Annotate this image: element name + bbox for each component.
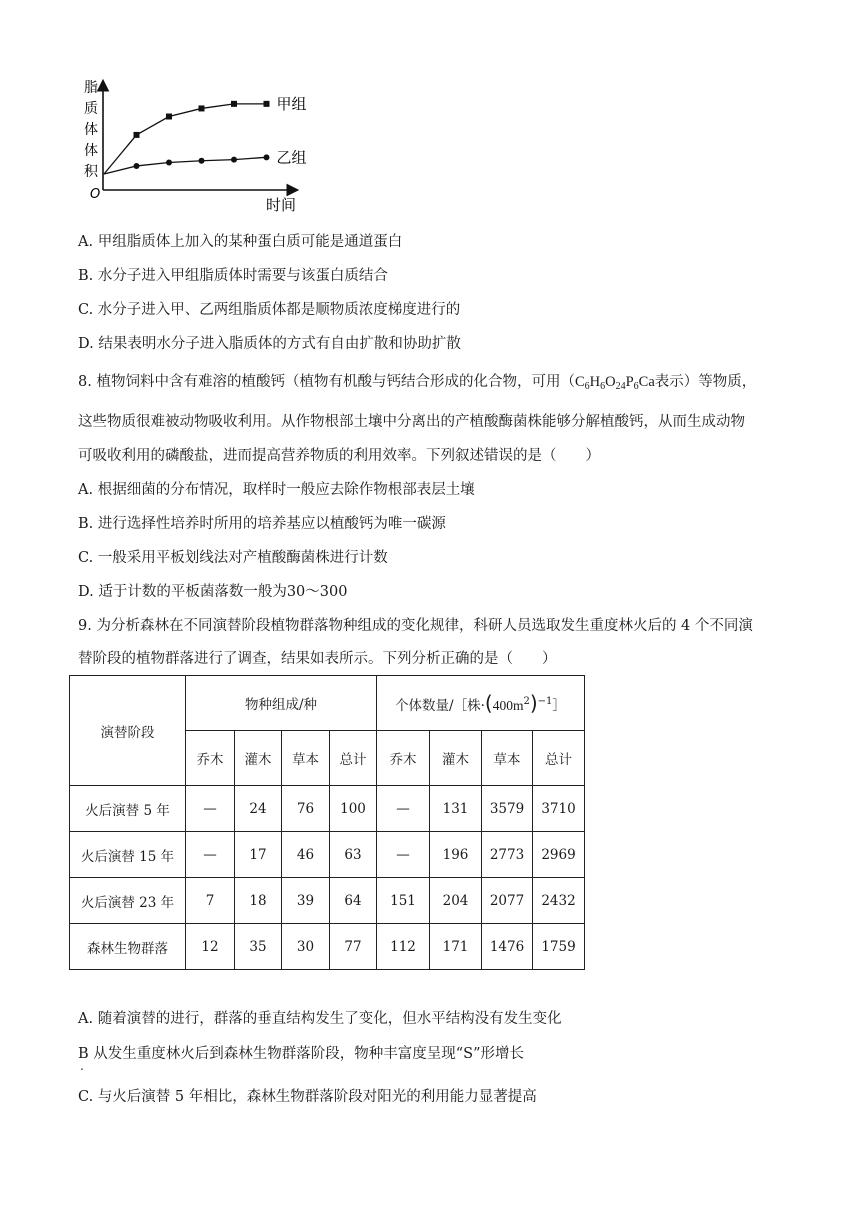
q7-option-c: C. 水分子进入甲、乙两组脂质体都是顺物质浓度梯度进行的 <box>78 302 461 318</box>
value-cell: 24 <box>235 786 282 832</box>
value-cell: 3710 <box>533 786 585 832</box>
subheader-cell: 总计 <box>533 731 585 786</box>
line-chart <box>78 70 338 220</box>
value-cell: 18 <box>235 878 282 924</box>
data-point <box>264 101 270 107</box>
value-cell: 12 <box>186 924 235 970</box>
data-point <box>264 154 270 160</box>
series-label: 甲组 <box>276 94 307 113</box>
table-row <box>70 924 585 970</box>
q7-option-b: B. 水分子进入甲组脂质体时需要与该蛋白质结合 <box>78 268 388 284</box>
q8-option-d: D. 适于计数的平板菌落数一般为30～300 <box>78 584 348 600</box>
stage-cell: 火后演替 23 年 <box>70 878 186 924</box>
q9-stem-line2: 替阶段的植物群落进行了调查，结果如表所示。下列分析正确的是（ ） <box>78 651 557 667</box>
data-point <box>166 160 172 166</box>
value-cell: 35 <box>235 924 282 970</box>
subheader-cell: 乔木 <box>186 731 235 786</box>
value-cell: 17 <box>235 832 282 878</box>
subheader-cell: 草本 <box>482 731 533 786</box>
value-cell: 171 <box>430 924 482 970</box>
q9-stem-line1: 9. 为分析森林在不同演替阶段植物群落物种组成的变化规律，科研人员选取发生重度林火后的 4 个不同演 <box>78 618 753 634</box>
liposome-volume-figure <box>78 70 338 220</box>
q8-stem-line3: 可吸收利用的磷酸盐，进而提高营养物质的利用效率。下列叙述错误的是（ ） <box>78 448 600 464</box>
value-cell: 2773 <box>482 832 533 878</box>
stage-cell: 火后演替 5 年 <box>70 786 186 832</box>
value-cell: 64 <box>330 878 377 924</box>
y-axis-label-char: 积 <box>84 164 98 180</box>
value-cell: 39 <box>282 878 330 924</box>
value-cell: 2077 <box>482 878 533 924</box>
data-point <box>166 114 172 120</box>
q9-option-c: C. 与火后演替 5 年相比，森林生物群落阶段对阳光的利用能力显著提高 <box>78 1089 537 1105</box>
value-cell: 3579 <box>482 786 533 832</box>
q8-option-a: A. 根据细菌的分布情况，取样时一般应去除作物根部表层土壤 <box>78 482 475 498</box>
succession-table <box>69 675 585 970</box>
value-cell: — <box>377 832 430 878</box>
header-species-composition: 物种组成/种 <box>186 676 377 731</box>
stray-dot: . <box>80 1059 84 1073</box>
value-cell: 63 <box>330 832 377 878</box>
value-cell: 196 <box>430 832 482 878</box>
q7-option-d: D. 结果表明水分子进入脂质体的方式有自由扩散和协助扩散 <box>78 336 461 352</box>
y-axis-label <box>84 79 99 180</box>
subheader-cell: 灌木 <box>235 731 282 786</box>
table-row <box>70 786 585 832</box>
q8-stem-post: 表示）等物质， <box>654 374 757 390</box>
table-row <box>70 878 585 924</box>
value-cell: 2432 <box>533 878 585 924</box>
y-axis-label-char: 脂 <box>84 80 98 96</box>
phytate-formula: $C_6H_6O_{24}P_6Ca$ <box>574 374 655 392</box>
subheader-cell: 乔木 <box>377 731 430 786</box>
series-label: 乙组 <box>276 148 307 167</box>
value-cell: — <box>377 786 430 832</box>
data-point <box>199 158 205 164</box>
q8-option-c: C. 一般采用平板划线法对产植酸酶菌株进行计数 <box>78 550 388 566</box>
q8-option-b: B. 进行选择性培养时所用的培养基应以植酸钙为唯一碳源 <box>78 516 446 532</box>
value-cell: 100 <box>330 786 377 832</box>
y-axis-label-char: 体 <box>84 122 98 138</box>
value-cell: 7 <box>186 878 235 924</box>
header-stage: 演替阶段 <box>70 676 186 786</box>
value-cell: 131 <box>430 786 482 832</box>
y-axis-label-char: 体 <box>84 143 98 159</box>
subheader-cell: 总计 <box>330 731 377 786</box>
q7-option-a: A. 甲组脂质体上加入的某种蛋白质可能是通道蛋白 <box>78 234 403 250</box>
value-cell: 204 <box>430 878 482 924</box>
value-cell: 151 <box>377 878 430 924</box>
table-row <box>70 832 585 878</box>
value-cell: 30 <box>282 924 330 970</box>
value-cell: 1476 <box>482 924 533 970</box>
header-individual-count: 个体数量/［株$\cdot(400m^2)^{-1}]$ <box>377 676 585 731</box>
data-point <box>134 132 140 138</box>
origin-label: O <box>90 187 101 202</box>
value-cell: — <box>186 832 235 878</box>
series-line <box>104 104 267 174</box>
q8-stem-line2: 这些物质很难被动物吸收利用。从作物根部土壤中分离出的产植酸酶菌株能够分解植酸钙，从而生成动物 <box>78 414 745 430</box>
stage-cell: 森林生物群落 <box>70 924 186 970</box>
subheader-cell: 草本 <box>282 731 330 786</box>
value-cell: 76 <box>282 786 330 832</box>
value-cell: 112 <box>377 924 430 970</box>
y-axis-label-char: 质 <box>84 101 98 117</box>
value-cell: — <box>186 786 235 832</box>
value-cell: 46 <box>282 832 330 878</box>
data-point <box>231 101 237 107</box>
data-point <box>199 105 205 111</box>
value-cell: 77 <box>330 924 377 970</box>
value-cell: 2969 <box>533 832 585 878</box>
q8-stem-line1 <box>78 372 756 397</box>
subheader-cell: 灌木 <box>430 731 482 786</box>
data-point <box>231 157 237 163</box>
data-point <box>134 163 140 169</box>
q9-option-a: A. 随着演替的进行，群落的垂直结构发生了变化，但水平结构没有发生变化 <box>78 1011 562 1027</box>
stage-cell: 火后演替 15 年 <box>70 832 186 878</box>
q8-stem-pre: 8. 植物饲料中含有难溶的植酸钙（植物有机酸与钙结合形成的化合物，可用（ <box>78 374 575 390</box>
q9-option-b: B 从发生重度林火后到森林生物群落阶段，物种丰富度呈现“S”形增长 <box>78 1046 525 1062</box>
x-axis-label: 时间 <box>266 196 297 214</box>
value-cell: 1759 <box>533 924 585 970</box>
series-line <box>104 157 267 174</box>
